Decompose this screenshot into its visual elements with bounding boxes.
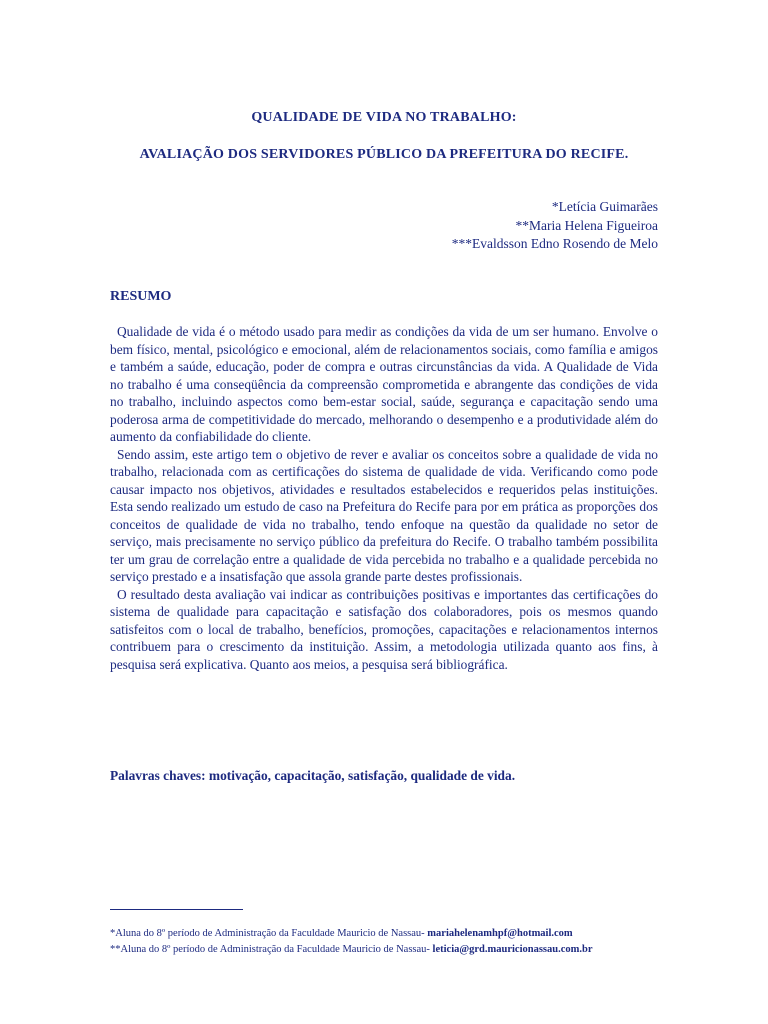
paragraph-1: Qualidade de vida é o método usado para medir as condições da vida de um ser humano. Envolve o bem físico, mental, psicológico e emocional, além de relacionamentos sociais, como família e amigos e também a saúde, educação, poder de compra e outras circunstâncias da vida. A Qualidade de Vida no trabalho é uma conseqüência da compreensão comprometida e abrangente das condições de vida no trabalho, incluindo aspectos como bem-estar social, saúde, segurança e capacitação sendo uma poderosa arma de competitividade do mercado, melhorando o desempenho e a produtividade além do aumento da confiabilidade do cliente.: [110, 324, 658, 444]
footnote-2: [110, 942, 730, 958]
footnote-2-text: **Aluna do 8º período de Administração da Faculdade Mauricio de Nassau-: [110, 944, 433, 955]
paragraph-3: O resultado desta avaliação vai indicar as contribuições positivas e importantes das certificações do sistema de qualidade para capacitação e satisfação dos colaboradores, pois os mesmos quando satisfeitos com o local de trabalho, benefícios, promoções, capacitações e relacionamentos internos contribuem para o crescimento da instituição. Assim, a metodologia utilizada quanto aos fins, à pesquisa será explicativa. Quanto aos meios, a pesquisa será bibliográfica.: [110, 586, 658, 672]
author-1: *Letícia Guimarães: [551, 199, 658, 214]
footnotes: [110, 926, 730, 958]
paragraph-2: Sendo assim, este artigo tem o objetivo de rever e avaliar os conceitos sobre a qualidade de vida no trabalho, relacionada com as certificações do sistema de qualidade de vida. Verificando como pode causar impacto nos objetivos, atividades e resultados estabelecidos e requeridos pelas instituições. Esta sendo realizado um estudo de caso na Prefeitura do Recife para por em prática as proporções dos conceitos de qualidade de vida no trabalho, tendo enfoque na questão da qualidade no setor de serviço, mais precisamente no serviço público da prefeitura do Recife. O trabalho também possibilita ter um grau de correlação entre a qualidade de vida percebida no trabalho e a qualidade percebida no serviço prestado e a insatisfação que assola grande parte destes profissionais.: [110, 446, 658, 584]
footnote-1-email[interactable]: mariahelenamhpf@hotmail.com: [427, 928, 573, 939]
abstract-body: [110, 323, 658, 673]
section-heading: RESUMO: [110, 289, 172, 304]
keywords: Palavras chaves: motivação, capacitação, satisfação, qualidade de vida.: [110, 768, 516, 783]
footnote-separator: [110, 909, 243, 910]
footnote-1: [110, 926, 730, 942]
footnote-2-email[interactable]: leticia@grd.mauricionassau.com.br: [432, 944, 593, 955]
title-line-1: QUALIDADE DE VIDA NO TRABALHO:: [251, 110, 517, 125]
authors-block: [300, 198, 658, 254]
author-3: ***Evaldsson Edno Rosendo de Melo: [451, 236, 658, 251]
footnote-1-text: *Aluna do 8º período de Administração da Faculdade Mauricio de Nassau-: [110, 928, 428, 939]
author-2: **Maria Helena Figueiroa: [515, 217, 658, 233]
title-line-2: AVALIAÇÃO DOS SERVIDORES PÚBLICO DA PREFEITURA DO RECIFE.: [139, 147, 629, 162]
